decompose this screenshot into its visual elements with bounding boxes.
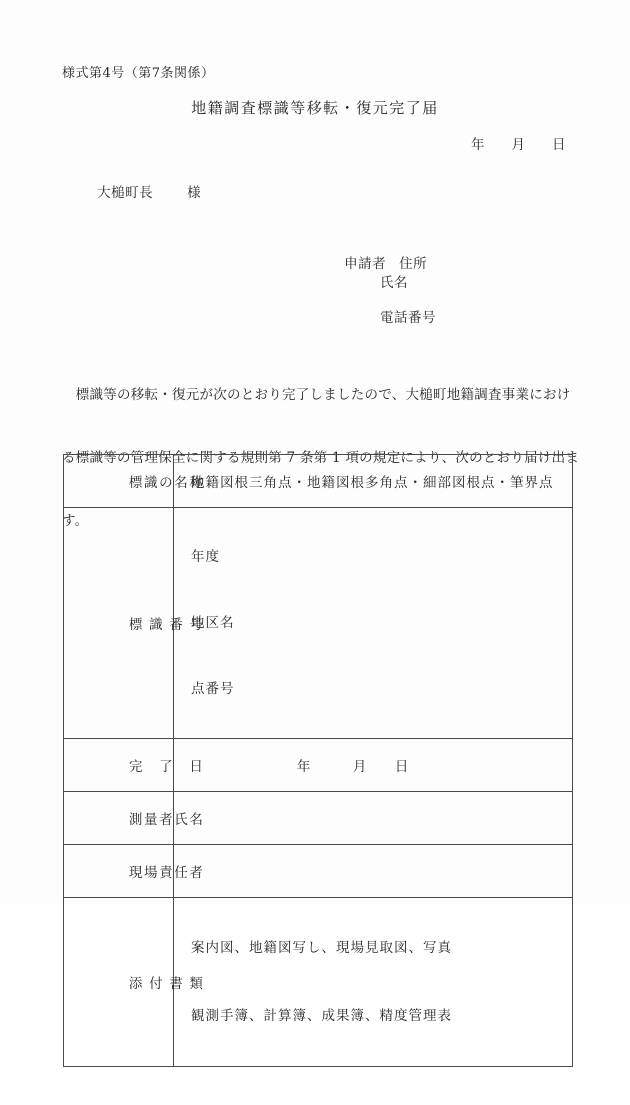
recipient-name: 大槌町長: [97, 185, 154, 201]
table-row-marker-number: [64, 508, 573, 739]
surveyor-name-value-cell: [174, 792, 573, 845]
form-table: [63, 454, 573, 1067]
date-blank-line: 年 月 日: [471, 137, 566, 153]
applicant-line: [325, 236, 427, 288]
marker-number-label: 標識番号: [128, 617, 203, 633]
attachments-line-2: 観測手簿、計算簿、成果簿、精度管理表: [191, 1008, 452, 1024]
point-number-label: 点番号: [191, 681, 235, 697]
site-manager-label: 現場責任者: [128, 865, 203, 881]
applicant-label: 申請者: [344, 256, 387, 272]
attachments-value-cell: [174, 898, 573, 1067]
table-row-completion-date: [64, 739, 573, 792]
completion-date-label: 完了日: [128, 759, 203, 775]
site-manager-value-cell: [174, 845, 573, 898]
district-name-label: 地区名: [191, 615, 235, 631]
applicant-phone-label: 電話番号: [380, 310, 436, 326]
fiscal-year-label: 年度: [191, 549, 220, 565]
recipient-line: [78, 165, 201, 217]
completion-date-value-cell: [174, 739, 573, 792]
attachments-label: 添付書類: [128, 976, 203, 992]
table-row-site-manager: [64, 845, 573, 898]
marker-number-value-cell: [174, 508, 573, 739]
form-table-container: [63, 416, 573, 1105]
body-line: る標識等の管理保全に関する規則第 7 条第 1 項の規定により、次のとおり届け出ま: [62, 450, 580, 466]
body-line: す。: [62, 513, 89, 529]
body-line: 標識等の移転・復元が次のとおり完了しましたので、大槌町地籍調査事業におけ: [62, 387, 571, 403]
surveyor-name-label-cell: [64, 792, 203, 845]
marker-name-value-cell: 地籍図根三角点・地籍図根多角点・細部図根点・筆界点: [174, 455, 573, 508]
completion-date-blank: 年 月 日: [296, 759, 409, 775]
completion-date-label-cell: [64, 739, 203, 792]
attachments-line-1: 案内図、地籍図写し、現場見取図、写真: [191, 940, 452, 956]
recipient-honorific: 様: [187, 185, 202, 201]
table-row-attachments: [64, 898, 573, 1067]
surveyor-name-label: 測量者氏名: [128, 812, 203, 828]
table-row-marker-name: [64, 455, 573, 508]
applicant-name-label: 氏名: [380, 275, 408, 291]
marker-name-label-cell: [64, 455, 203, 508]
table-row-surveyor-name: [64, 792, 573, 845]
marker-number-label-cell: [64, 508, 203, 739]
marker-name-label: 標識の名称: [128, 475, 203, 491]
attachments-label-cell: [64, 898, 203, 1067]
applicant-address-label: 住所: [399, 256, 428, 272]
form-number: 様式第4号（第7条関係）: [62, 66, 215, 81]
document-title: 地籍調査標識等移転・復元完了届: [191, 99, 439, 117]
site-manager-label-cell: [64, 845, 203, 898]
